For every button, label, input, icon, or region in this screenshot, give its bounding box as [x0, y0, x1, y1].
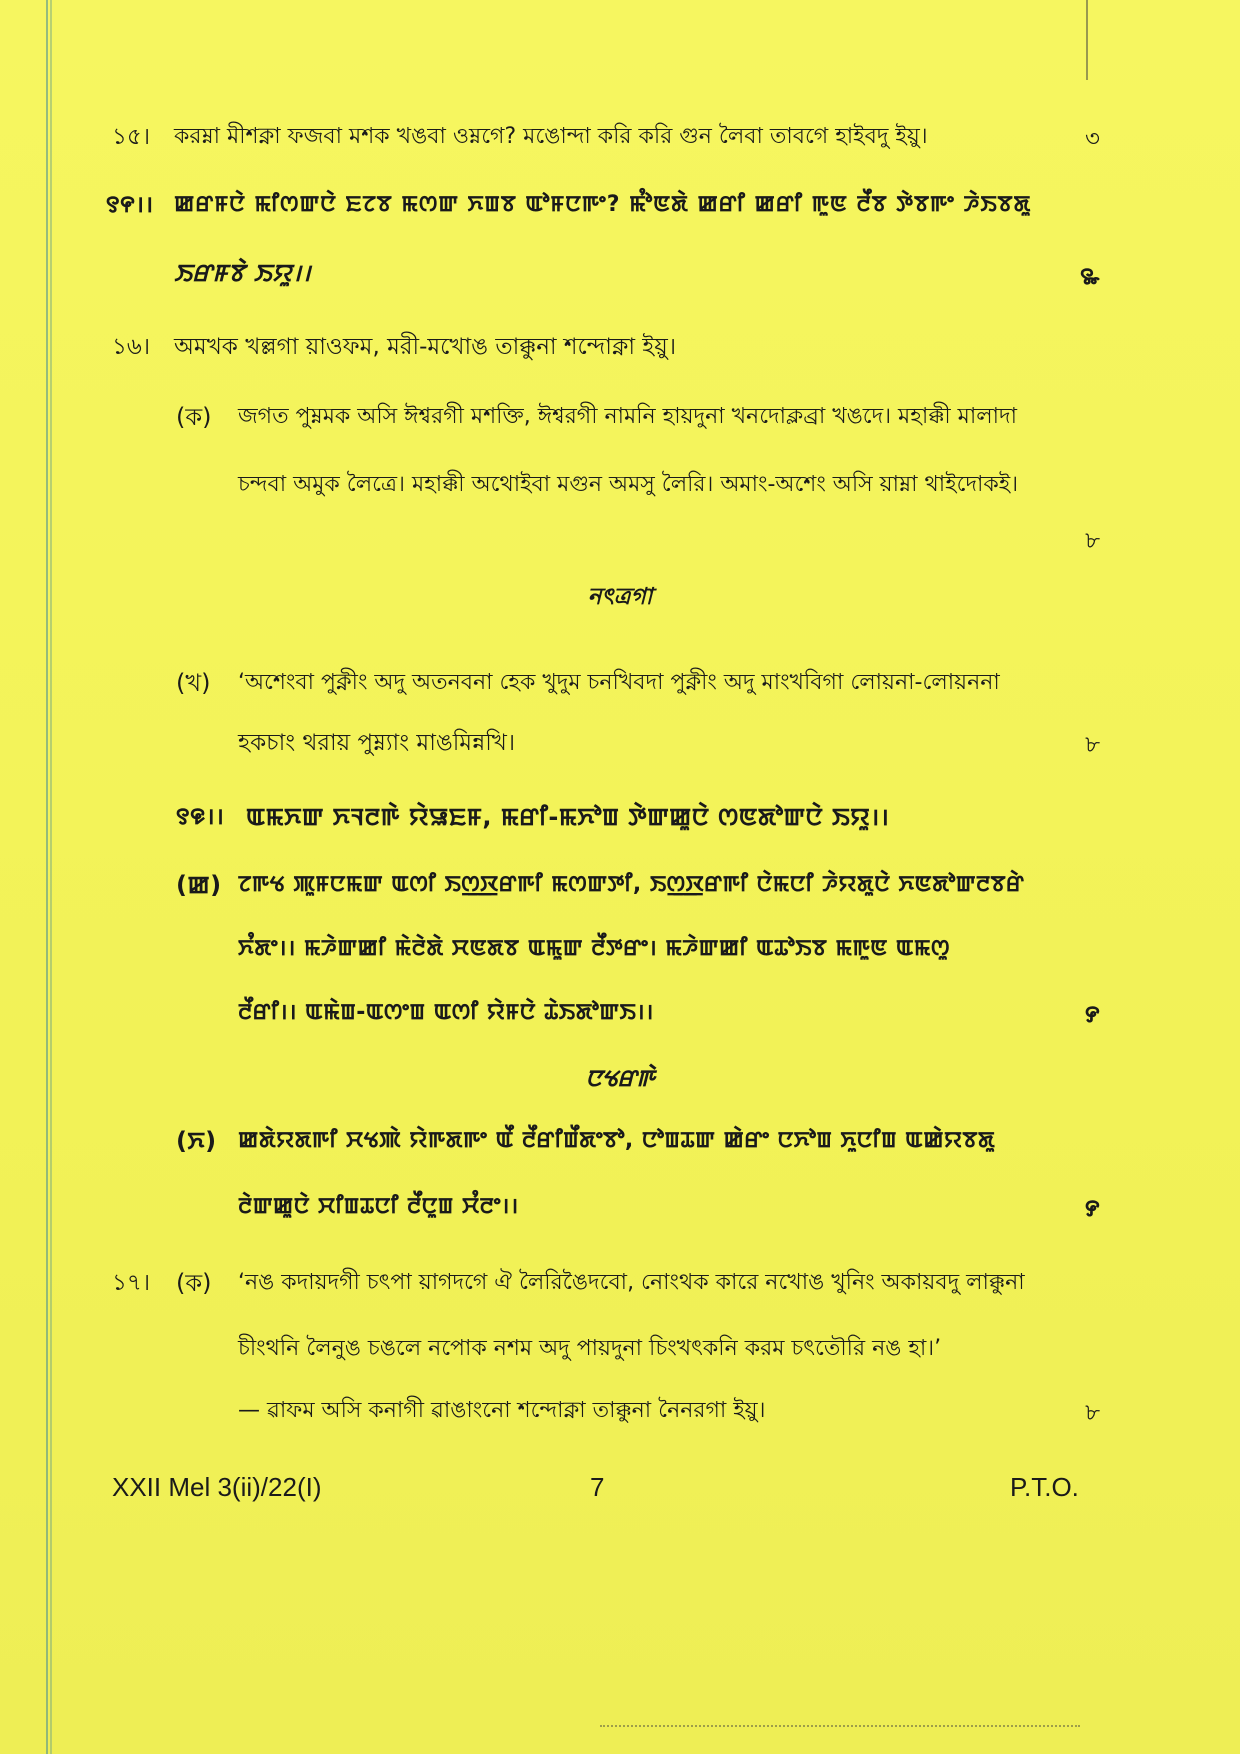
q16-meitei-kha-label: (ꯈ)	[176, 1127, 217, 1155]
q16-instruction: অমখক খল্লগা য়াওফম, মরী-মখোঙ তাক্কুনা শন্দোক্না ইয়ু।	[174, 334, 677, 360]
q17-ka-marks: ৮	[1085, 1400, 1100, 1426]
q17-ka-line2: চীংথনি লৈনুঙ চঙলে নপোক নশম অদু পায়দুনা চিংখৎকনি করম চৎতৌরি নঙ হা।’	[238, 1336, 942, 1361]
q16-number: ১৬।	[112, 334, 151, 360]
q15-meitei-line1: ꯀꯔꯝꯅꯥ ꯃꯤꯁꯛꯅꯥ ꯐꯖꯕ ꯃꯁꯛ ꯈꯡꯕ ꯑꯣꯝꯅꯒꯦ? ꯃꯪꯣꯟꯗꯥ ꯀꯔꯤ ꯀꯔꯤ ꯒꯨꯟ ꯂꯩꯕ ꯇꯥꯕꯒꯦ ꯍꯥꯏꯕꯗꯨ	[174, 192, 1032, 217]
please-turn-over: P.T.O.	[1010, 1472, 1079, 1502]
q16-meitei-or-heading: ꯅꯠꯔꯒꯥ	[585, 1066, 655, 1092]
bottom-dotted-line	[600, 1725, 1080, 1727]
q16-ka-label: (ক)	[176, 403, 212, 431]
q17-ka-line3: — ৱাফম অসি কনাগী ৱাঙাংনো শন্দোক্না তাক্কুনা নৈনরগা ইয়ু।	[238, 1398, 766, 1423]
margin-line	[46, 0, 48, 1754]
q16-kha-label: (খ)	[176, 669, 211, 697]
page-number: 7	[590, 1472, 605, 1502]
q16-meitei-ka-label: (ꯀ)	[176, 871, 222, 899]
q16-kha-line1: ‘অশেংবা পুক্নীং অদু অতনবনা হেক খুদুম চনখিবদা পুক্নীং অদু মাংখবিগা লোয়না-লোয়ননা	[238, 670, 1000, 695]
q16-meitei-kha-line2: ꯂꯥꯛꯀꯨꯅꯥ ꯆꯤꯡꯊꯅꯤ ꯂꯩꯅꯨꯡ ꯆꯪꯂꯦ।।	[238, 1194, 519, 1219]
q17-ka-label: (ক)	[176, 1269, 212, 1297]
q16-meitei-instruction: ꯑꯃꯈꯛ ꯈꯜꯂꯒꯥ ꯌꯥꯎꯐꯝ, ꯃꯔꯤ-ꯃꯈꯣꯡ ꯇꯥꯛꯀꯨꯅꯥ ꯁꯟꯗꯣꯛꯅꯥ ꯏꯌꯨ।।	[246, 803, 890, 831]
q17-number: ১৭।	[112, 1270, 151, 1296]
q15-meitei-line2: ꯏꯔꯝꯕꯥ ꯏꯌꯨ।।	[174, 259, 312, 287]
q16-ka-line1: জগত পুম্নমক অসি ঈশ্বরগী মশক্তি, ঈশ্বরগী নামনি হায়দুনা খনদোক্লব্রা খঙদে। মহাক্কী মালাদা	[238, 404, 1017, 429]
q16-kha-line2: হকচাং থরায় পুম্ন্যাং মাঙমিন্নখি।	[238, 730, 516, 756]
q15-text: করম্না মীশক্না ফজবা মশক খঙবা ওম্নগে? মঙোন্দা করি করি গুন লৈবা তাবগে হাইবদু ইয়ু।	[174, 124, 928, 149]
paper-code: XXII Mel 3(ii)/22(I)	[112, 1472, 322, 1502]
q16-meitei-ka-line1: ꯖꯒꯠ ꯄꯨꯝꯅꯃꯛ ꯑꯁꯤ ꯏꯁ꯭ꯋꯔꯒꯤ ꯃꯁꯛꯇꯤ, ꯏꯁ꯭ꯋꯔꯒꯤ ꯅꯥꯃꯅꯤ ꯍꯥꯌꯗꯨꯅꯥ ꯈꯟꯗꯣꯛꯂꯕꯔꯥ	[238, 872, 1025, 897]
q16-meitei-kha-marks: ꯸	[1084, 1196, 1100, 1222]
q15-marks: ৩	[1085, 126, 1100, 152]
q16-meitei-ka-marks: ꯸	[1084, 1002, 1100, 1028]
q17-ka-line1: ‘নঙ কদায়দগী চৎপা য়াগদগে ঐ লৈরিঙৈদবো, নোংথক কারে নখোঙ খুনিং অকায়বদু লাক্কুনা	[238, 1270, 1025, 1295]
q16-meitei-kha-line1: ꯀꯗꯥꯌꯗꯒꯤ ꯆꯠꯄꯥ ꯌꯥꯒꯗꯒꯦ ꯑꯩ ꯂꯩꯔꯤꯡꯩꯗꯦꯕꯣ, ꯅꯣꯡꯊꯛ ꯀꯥꯔꯦ ꯅꯈꯣꯡ ꯈꯨꯅꯤꯡ ꯑꯀꯥꯌꯕꯗꯨ	[238, 1128, 996, 1153]
q16-or-heading: নৎত্রগা	[587, 584, 653, 610]
q16-meitei-number: ꯱꯶।।	[176, 804, 225, 830]
q15-number: ১৫।	[112, 124, 151, 150]
q15-meitei-marks: ꯳	[1080, 264, 1100, 290]
margin-line-shadow	[50, 0, 52, 1754]
q16-ka-line2: চন্দবা অমুক লৈত্রে। মহাক্কী অথোইবা মগুন অমসু লৈরি। অমাং-অশেং অসি য়াম্না থাইদোকই।	[238, 472, 1019, 497]
q16-ka-marks: ৮	[1085, 528, 1100, 554]
top-edge-mark	[1086, 0, 1088, 80]
q16-meitei-ka-line3: ꯂꯩꯔꯤ।। ꯑꯃꯥꯡ-ꯑꯁꯦꯡ ꯑꯁꯤ ꯌꯥꯝꯅꯥ ꯊꯥꯏꯗꯣꯛꯏ।।	[238, 1000, 654, 1025]
q16-meitei-ka-line2: ꯈꯪꯗꯦ।। ꯃꯍꯥꯛꯀꯤ ꯃꯥꯂꯥꯗꯥ ꯆꯟꯗꯕ ꯑꯃꯨꯛ ꯂꯩꯇꯔꯦ। ꯃꯍꯥꯛꯀꯤ ꯑꯊꯣꯏꯕ ꯃꯒꯨꯟ ꯑꯃꯁꯨ	[238, 936, 950, 961]
q15-meitei-number: ꯱꯵।।	[106, 192, 154, 218]
q16-kha-marks: ৮	[1085, 732, 1100, 758]
